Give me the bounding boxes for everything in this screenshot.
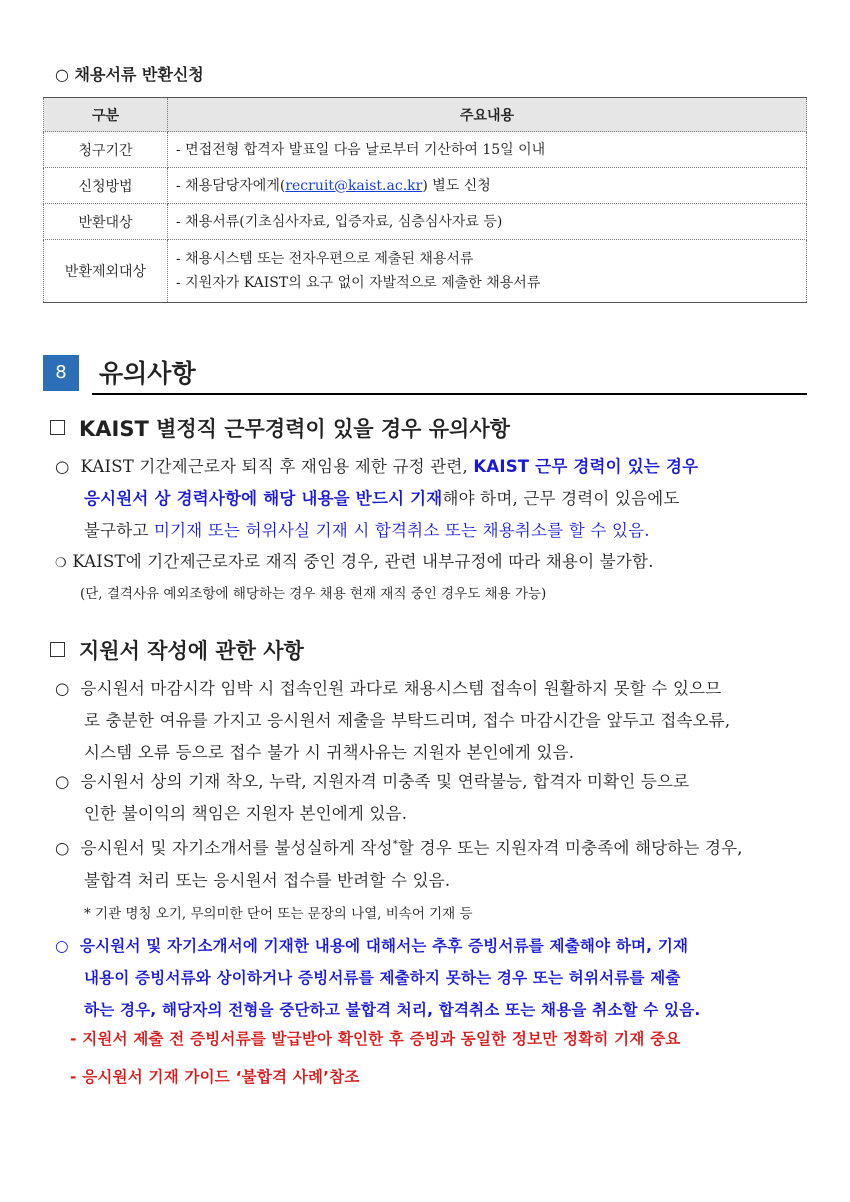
checkbox-square-icon [50, 420, 65, 435]
return-request-table [43, 97, 807, 303]
table-row [44, 132, 807, 168]
table-header-row [44, 98, 807, 132]
checkbox-square-icon [50, 642, 65, 657]
row-key: 반환제외대상 [44, 240, 168, 303]
row-value: - 면접전형 합격자 발표일 다음 날로부터 기산하여 15일 이내 [168, 132, 807, 168]
application-bullet-4: ○ 응시원서 및 자기소개서에 기재한 내용에 대해서는 추후 증빙서류를 제출해야 하며, 기재 내용이 증빙서류와 상이하거나 증빙서류를 제출하지 못하는 경우 또는 허위서류를 제출 하는 경우, 해당자의 전형을 중단하고 불합격 처리, 합격취소 또는 채용을 취소할 수 있음. [55, 937, 701, 1019]
application-bullet-3: ○ 응시원서 및 자기소개서를 불성실하게 작성*할 경우 또는 지원자격 미충족에 해당하는 경우, 불합격 처리 또는 응시원서 접수를 반려할 수 있음. [55, 838, 743, 890]
section-number-badge: 8 [43, 355, 79, 391]
application-note: * 기관 명칭 오기, 무의미한 단어 또는 문장의 나열, 비속어 기재 등 [84, 906, 473, 922]
application-bullet-1: ○ 응시원서 마감시각 임박 시 접속인원 과다로 채용시스템 접속이 원활하지 못할 수 있으므 로 충분한 여유를 가지고 응시원서 제출을 부탁드리며, 접수 마감시간을 앞두고 접속오류, 시스템 오류 등으로 접수 불가 시 귀책사유는 지원자 본인에게 있음. [55, 679, 731, 762]
row-key: 반환대상 [44, 204, 168, 240]
section-title: 유의사항 [99, 359, 196, 388]
table-row [44, 240, 807, 303]
table-row [44, 168, 807, 204]
kaist-career-bullet-1: ○ KAIST 기간제근로자 퇴직 후 재임용 제한 규정 관련, KAIST 근무 경력이 있는 경우 응시원서 상 경력사항에 해당 내용을 반드시 기재해야 하며, 근무 경력이 있음에도 불구하고 미기재 또는 허위사실 기재 시 합격취소 또는 채용취소를 할 수 있음. [55, 457, 699, 540]
row-value: - 채용담당자에게(recruit@kaist.ac.kr) 별도 신청 [168, 168, 807, 204]
section-divider [92, 393, 807, 395]
return-request-heading: ○ 채용서류 반환신청 [55, 65, 204, 84]
row-key: 신청방법 [44, 168, 168, 204]
row-key: 청구기간 [44, 132, 168, 168]
kaist-career-note: (단, 결격사유 예외조항에 해당하는 경우 채용 현재 재직 중인 경우도 채용 가능) [80, 586, 547, 602]
col-header-content: 주요내용 [168, 98, 807, 132]
row-value: - 채용시스템 또는 전자우편으로 제출된 채용서류 - 지원자가 KAIST의 요구 없이 자발적으로 제출한 채용서류 [168, 240, 807, 303]
application-heading: 지원서 작성에 관한 사항 [50, 635, 304, 665]
row-value: - 채용서류(기초심사자료, 입증자료, 심층심사자료 등) [168, 204, 807, 240]
col-header-category: 구분 [44, 98, 168, 132]
kaist-career-bullet-2: ❍ KAIST에 기간제근로자로 재직 중인 경우, 관련 내부규정에 따라 채용이 불가함. [55, 552, 654, 571]
warning-line-2: - 응시원서 기재 가이드 ‘불합격 사례’참조 [70, 1068, 360, 1086]
application-bullet-2: ○ 응시원서 상의 기재 착오, 누락, 지원자격 미충족 및 연락불능, 합격자 미확인 등으로 인한 불이익의 책임은 지원자 본인에게 있음. [55, 772, 690, 823]
email-link[interactable]: recruit@kaist.ac.kr [285, 177, 423, 194]
warning-line-1: - 지원서 제출 전 증빙서류를 발급받아 확인한 후 증빙과 동일한 정보만 정확히 기재 중요 [70, 1030, 681, 1048]
kaist-career-heading: KAIST 별정직 근무경력이 있을 경우 유의사항 [50, 413, 510, 443]
table-row [44, 204, 807, 240]
